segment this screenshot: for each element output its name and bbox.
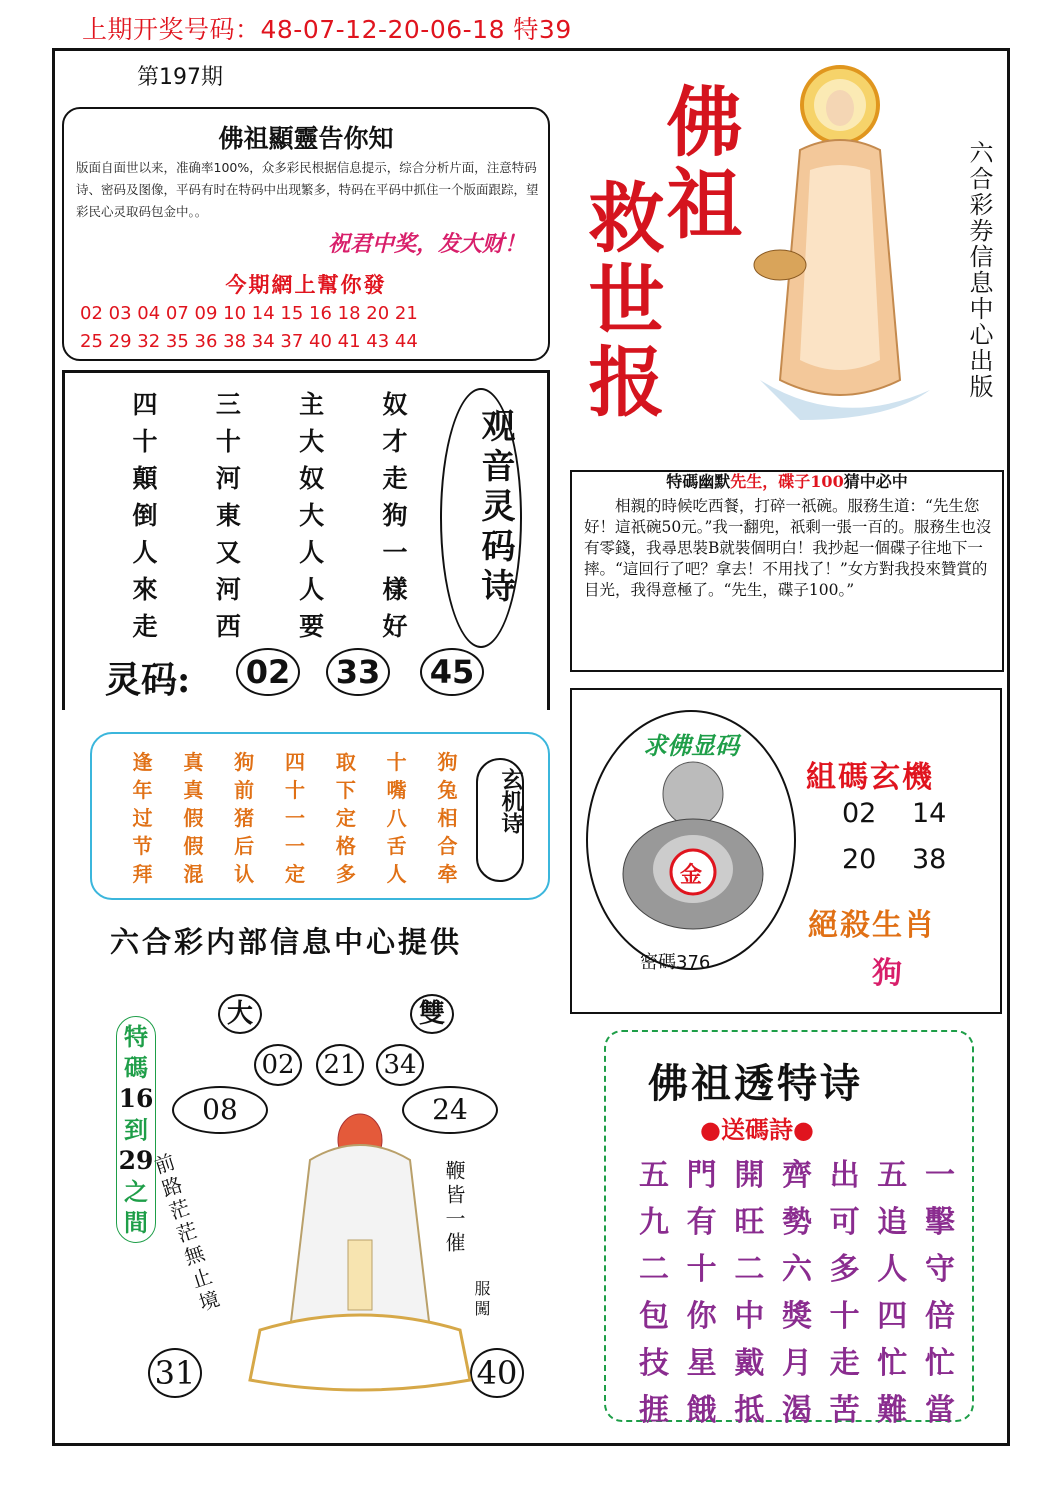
last-draw-line: 上期开奖号码：48-07-12-20-06-18 特39 (82, 15, 572, 44)
poem-grid-char: 獎 (781, 1299, 812, 1334)
poem-grid-char: 齊 (781, 1158, 812, 1193)
xuanji-char: 定 (335, 806, 356, 830)
right-side-text-2: 服闖 (472, 1280, 491, 1320)
buddha-caption: 求佛显码 (643, 731, 739, 760)
poem-char: 十 (132, 427, 158, 456)
xuanji-char: 狗 (234, 750, 255, 774)
title-line-1: 佛祖 (654, 82, 743, 246)
number-oval: 02 (254, 1044, 302, 1086)
title-line-2: 救世报 (576, 178, 665, 424)
poem-char: 又 (215, 538, 241, 567)
poem-subtitle: ●送碼詩● (700, 1115, 814, 1144)
poem-char: 十 (215, 427, 241, 456)
poem-row (110, 533, 430, 570)
lingma-label: 灵码: (105, 659, 191, 701)
poem-char: 人 (299, 575, 325, 604)
joke-heading-red: 先生，碟子100 (730, 472, 844, 491)
xuanji-char: 下 (335, 778, 356, 802)
poem-grid-char: 守 (924, 1252, 955, 1287)
poem-char: 一 (382, 538, 408, 567)
poem-grid-char: 五 (639, 1158, 669, 1193)
lingma-number: 45 (420, 648, 484, 696)
combo-number: 02 (842, 798, 877, 829)
poem-grid (632, 1150, 962, 1432)
poem-row (110, 607, 430, 644)
kill-zodiac-value: 狗 (872, 956, 902, 991)
notice-box (62, 107, 550, 361)
poem-char: 四 (132, 390, 158, 419)
poem-grid-char: 可 (829, 1205, 860, 1240)
joke-box (570, 470, 1004, 672)
poem-grid-row (632, 1150, 962, 1197)
xuanji-row (120, 830, 470, 858)
joke-heading (572, 469, 1002, 492)
poem-grid-char: 有 (686, 1205, 717, 1240)
poem-row (110, 570, 430, 607)
xuanji-char: 人 (386, 862, 407, 886)
xuanji-char: 兔 (437, 778, 458, 802)
poem-grid-char: 五 (877, 1158, 908, 1193)
xuanji-char: 后 (234, 834, 255, 858)
poem-grid-char: 難 (877, 1393, 908, 1428)
joke-body: 相親的時候吃西餐，打碎一祇碗。服務生道：“先生您好！這祇碗50元。”我一翻兜，祇剩一張一百的。服務生也沒有零錢，我尋思裝B就裝個明白！我抄起一個碟子往地下一摔。“這回行了吧？拿去！不用找了！”女方對我投來贊賞的目光，我得意極了。“先生，碟子100。” (584, 497, 992, 599)
poem-char: 樣 (382, 575, 408, 604)
right-side-text-1: 鞭皆一催 (442, 1160, 466, 1256)
xuanji-char: 年 (132, 778, 153, 802)
tema-char: 特 (124, 1022, 148, 1051)
poem-grid-char: 走 (829, 1346, 860, 1381)
poem-grid-char: 星 (686, 1346, 717, 1381)
poem-char: 狗 (382, 501, 408, 530)
xuanji-char: 牵 (437, 862, 458, 886)
xuanji-row (120, 858, 470, 886)
buddha-oval (586, 710, 796, 970)
poem-grid-char: 苦 (829, 1393, 860, 1428)
poem-char: 倒 (132, 501, 158, 530)
xuanji-char: 猪 (234, 806, 255, 830)
xuanji-char: 逢 (132, 750, 153, 774)
poem-grid-char: 忙 (877, 1346, 908, 1381)
lingma-number: 33 (326, 648, 390, 696)
xuanji-char: 合 (437, 834, 458, 858)
xuanji-char: 过 (132, 806, 153, 830)
xuanji-char: 十 (386, 750, 407, 774)
poem-grid-char: 技 (639, 1346, 669, 1381)
poem-grid-char: 四 (877, 1299, 908, 1334)
notice-heading: 佛祖顯靈告你知 (218, 124, 394, 153)
number-row-2: 25 29 32 35 36 38 34 37 40 41 43 44 (80, 331, 418, 352)
poem-char: 河 (215, 464, 241, 493)
xuanji-char: 一 (284, 806, 305, 830)
xuanji-char: 嘴 (386, 778, 407, 802)
poem-char: 來 (132, 575, 158, 604)
combo-number: 20 (842, 844, 877, 875)
xuanji-label: 玄机诗 (498, 768, 524, 834)
poem-grid-char: 捱 (639, 1393, 669, 1428)
lingma-number: 02 (236, 648, 300, 696)
number-oval: 31 (148, 1348, 202, 1398)
poem-grid-char: 中 (734, 1299, 765, 1334)
xuanji-char: 八 (386, 806, 407, 830)
issue-number: 第197期 (137, 65, 223, 90)
xuanji-char: 舌 (386, 834, 407, 858)
poem-grid-char: 餓 (686, 1393, 717, 1428)
poem-char: 河 (215, 575, 241, 604)
poem-grid-char: 一 (924, 1158, 955, 1193)
poem-grid-char: 抵 (734, 1393, 765, 1428)
joke-heading-pre: 特碼幽默 (666, 472, 731, 491)
number-row-1: 02 03 04 07 09 10 14 15 16 18 20 21 (80, 303, 418, 324)
joke-heading-post: 猜中必中 (843, 472, 908, 491)
poem-char: 走 (132, 612, 158, 641)
number-oval: 08 (172, 1086, 268, 1134)
guanyin-poem-grid (110, 385, 430, 644)
combo-number: 38 (912, 844, 947, 875)
xuanji-char: 拜 (132, 862, 153, 886)
xuanji-char: 四 (284, 750, 305, 774)
combo-title: 組碼玄機 (806, 760, 934, 795)
poem-grid-char: 擊 (924, 1205, 955, 1240)
poem-grid-char: 渴 (781, 1393, 812, 1428)
poem-grid-char: 人 (877, 1252, 908, 1287)
number-oval: 21 (316, 1044, 364, 1086)
poem-char: 好 (382, 612, 408, 641)
xuanji-char: 取 (335, 750, 356, 774)
poem-grid-row (632, 1385, 962, 1432)
kill-zodiac-title: 絕殺生肖 (808, 908, 936, 943)
notice-wish: 祝君中奖，发大财！ (327, 231, 526, 257)
xuanji-grid (120, 746, 470, 886)
publisher-text: 六合彩券信息中心出版 (965, 140, 993, 400)
number-oval: 24 (402, 1086, 498, 1134)
poem-char: 三 (215, 390, 241, 419)
poem-char: 主 (299, 390, 325, 419)
notice-sub: 今期網上幫你發 (225, 272, 387, 297)
poem-grid-char: 多 (829, 1252, 860, 1287)
xuanji-char: 假 (183, 834, 204, 858)
poem-char: 大 (299, 427, 325, 456)
xuanji-char: 节 (132, 834, 153, 858)
poem-grid-char: 忙 (924, 1346, 955, 1381)
poem-char: 要 (299, 612, 325, 641)
poem-grid-char: 勢 (781, 1205, 812, 1240)
xuanji-row (120, 774, 470, 802)
tema-char: 間 (124, 1208, 148, 1237)
poem-grid-char: 六 (781, 1252, 812, 1287)
buddha-badge: 金 (680, 862, 703, 888)
double-badge: 雙 (410, 994, 454, 1034)
poem-grid-row (632, 1291, 962, 1338)
xuanji-char: 认 (234, 862, 255, 886)
poem-grid-char: 十 (829, 1299, 860, 1334)
xuanji-row (120, 802, 470, 830)
xuanji-char: 一 (284, 834, 305, 858)
xuanji-char: 真 (183, 778, 204, 802)
xuanji-char: 多 (335, 862, 356, 886)
guanyin-standing-image (740, 60, 950, 440)
poem-char: 才 (382, 427, 408, 456)
poem-char: 奴 (382, 390, 408, 419)
tema-number: 16 (118, 1084, 154, 1113)
poem-grid-char: 十 (686, 1252, 717, 1287)
xuanji-char: 真 (183, 750, 204, 774)
poem-grid-row (632, 1197, 962, 1244)
poem-char: 走 (382, 464, 408, 493)
number-oval: 40 (470, 1348, 524, 1398)
poem-grid-row (632, 1244, 962, 1291)
poem-grid-char: 戴 (734, 1346, 765, 1381)
tema-range-box (116, 1016, 156, 1243)
poem-char: 大 (299, 501, 325, 530)
poem-grid-char: 當 (924, 1393, 955, 1428)
tema-number: 29 (118, 1146, 154, 1175)
poem-char: 奴 (299, 464, 325, 493)
mima-text: 密碼376 (640, 952, 711, 973)
poem-row (110, 459, 430, 496)
xuanji-char: 狗 (437, 750, 458, 774)
poem-char: 東 (215, 501, 241, 530)
poem-grid-char: 門 (686, 1158, 717, 1193)
guanyin-oval-label (440, 388, 522, 648)
xuanji-char: 混 (183, 862, 204, 886)
poem-char: 西 (215, 612, 241, 641)
tema-char: 到 (124, 1115, 148, 1144)
big-badge: 大 (218, 994, 262, 1034)
poem-grid-char: 包 (639, 1299, 669, 1334)
poem-char: 顛 (132, 464, 158, 493)
poem-grid-char: 旺 (734, 1205, 765, 1240)
notice-body: 版面自面世以来，准确率100%，众多彩民根据信息提示，综合分析片面，注意特码诗、密码及图像，平码有时在特码中出现繁多，特码在平码中抓住一个版面跟踪，望彩民心灵取码包金中。。 (76, 160, 539, 219)
poem-grid-row (632, 1338, 962, 1385)
xuanji-char: 定 (284, 862, 305, 886)
tema-char: 碼 (124, 1053, 148, 1082)
number-oval: 34 (376, 1044, 424, 1086)
xuanji-char: 十 (284, 778, 305, 802)
provider-text: 六合彩内部信息中心提供 (110, 925, 463, 959)
poem-grid-char: 二 (734, 1252, 765, 1287)
poem-row (110, 385, 430, 422)
laughing-buddha-image (613, 754, 773, 934)
guanyin-seated-image (240, 1100, 480, 1400)
xuanji-label-pill (476, 758, 524, 882)
poem-grid-char: 月 (781, 1346, 812, 1381)
xuanji-char: 前 (234, 778, 255, 802)
left-side-text: 前路茫茫無止境 (148, 1150, 224, 1318)
poem-grid-char: 出 (829, 1158, 860, 1193)
xuanji-char: 相 (437, 806, 458, 830)
poem-title: 佛祖透特诗 (648, 1060, 863, 1107)
poem-grid-char: 追 (877, 1205, 908, 1240)
poem-char: 人 (132, 538, 158, 567)
poem-grid-char: 你 (686, 1299, 717, 1334)
poem-row (110, 422, 430, 459)
tema-char: 之 (124, 1177, 148, 1206)
oval-label-text: 观音灵码诗 (475, 408, 515, 608)
xuanji-char: 假 (183, 806, 204, 830)
poem-row (110, 496, 430, 533)
poem-grid-char: 倍 (924, 1299, 955, 1334)
combo-number: 14 (912, 798, 947, 829)
xuanji-row (120, 746, 470, 774)
poem-grid-char: 開 (734, 1158, 765, 1193)
poem-grid-char: 二 (639, 1252, 669, 1287)
xuanji-char: 格 (335, 834, 356, 858)
poem-grid-char: 九 (639, 1205, 669, 1240)
poem-char: 人 (299, 538, 325, 567)
